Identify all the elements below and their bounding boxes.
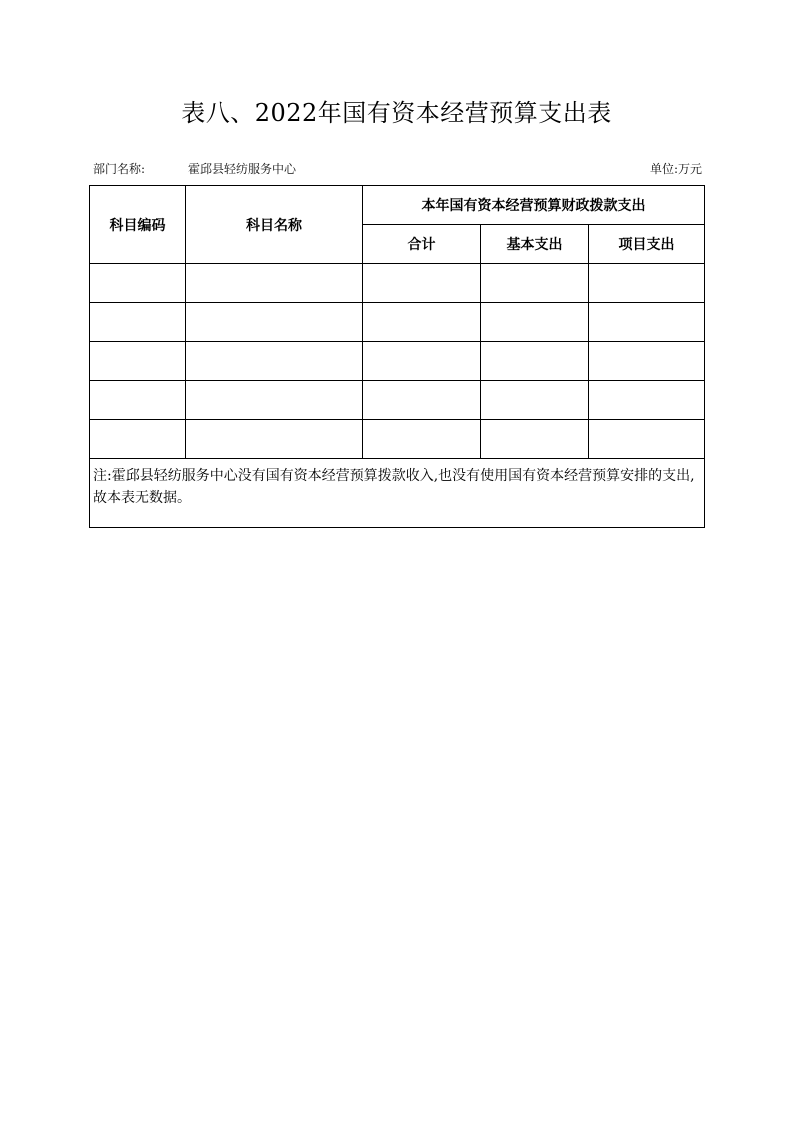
cell-code	[90, 342, 186, 381]
department-value: 霍邱县轻纺服务中心	[188, 162, 297, 176]
cell-project	[589, 264, 705, 303]
cell-code	[90, 264, 186, 303]
cell-name	[186, 381, 363, 420]
cell-basic	[481, 420, 589, 459]
budget-table	[89, 185, 705, 528]
header-project-expenditure: 项目支出	[589, 225, 705, 264]
cell-code	[90, 303, 186, 342]
header-total: 合计	[363, 225, 481, 264]
table-row	[90, 342, 705, 381]
cell-project	[589, 303, 705, 342]
table-row	[90, 264, 705, 303]
table-row	[90, 381, 705, 420]
cell-name	[186, 303, 363, 342]
cell-project	[589, 420, 705, 459]
cell-total	[363, 381, 481, 420]
header-row-1	[90, 186, 705, 225]
cell-name	[186, 264, 363, 303]
cell-name	[186, 420, 363, 459]
table-note: 注:霍邱县轻纺服务中心没有国有资本经营预算拨款收入,也没有使用国有资本经营预算安排的支出,故本表无数据。	[90, 459, 705, 528]
cell-basic	[481, 342, 589, 381]
cell-basic	[481, 264, 589, 303]
department-label: 部门名称:	[93, 162, 146, 176]
cell-code	[90, 420, 186, 459]
table-row	[90, 420, 705, 459]
cell-total	[363, 342, 481, 381]
cell-total	[363, 420, 481, 459]
unit-label: 单位:万元	[649, 162, 702, 176]
table-row	[90, 303, 705, 342]
note-row	[90, 459, 705, 528]
header-subject-code: 科目编码	[90, 186, 186, 264]
cell-total	[363, 264, 481, 303]
cell-code	[90, 381, 186, 420]
header-basic-expenditure: 基本支出	[481, 225, 589, 264]
page-title: 表八、2022年国有资本经营预算支出表	[181, 99, 612, 127]
cell-project	[589, 342, 705, 381]
header-subject-name: 科目名称	[186, 186, 363, 264]
header-group-expenditure: 本年国有资本经营预算财政拨款支出	[363, 186, 705, 225]
cell-project	[589, 381, 705, 420]
cell-basic	[481, 381, 589, 420]
cell-name	[186, 342, 363, 381]
cell-total	[363, 303, 481, 342]
cell-basic	[481, 303, 589, 342]
